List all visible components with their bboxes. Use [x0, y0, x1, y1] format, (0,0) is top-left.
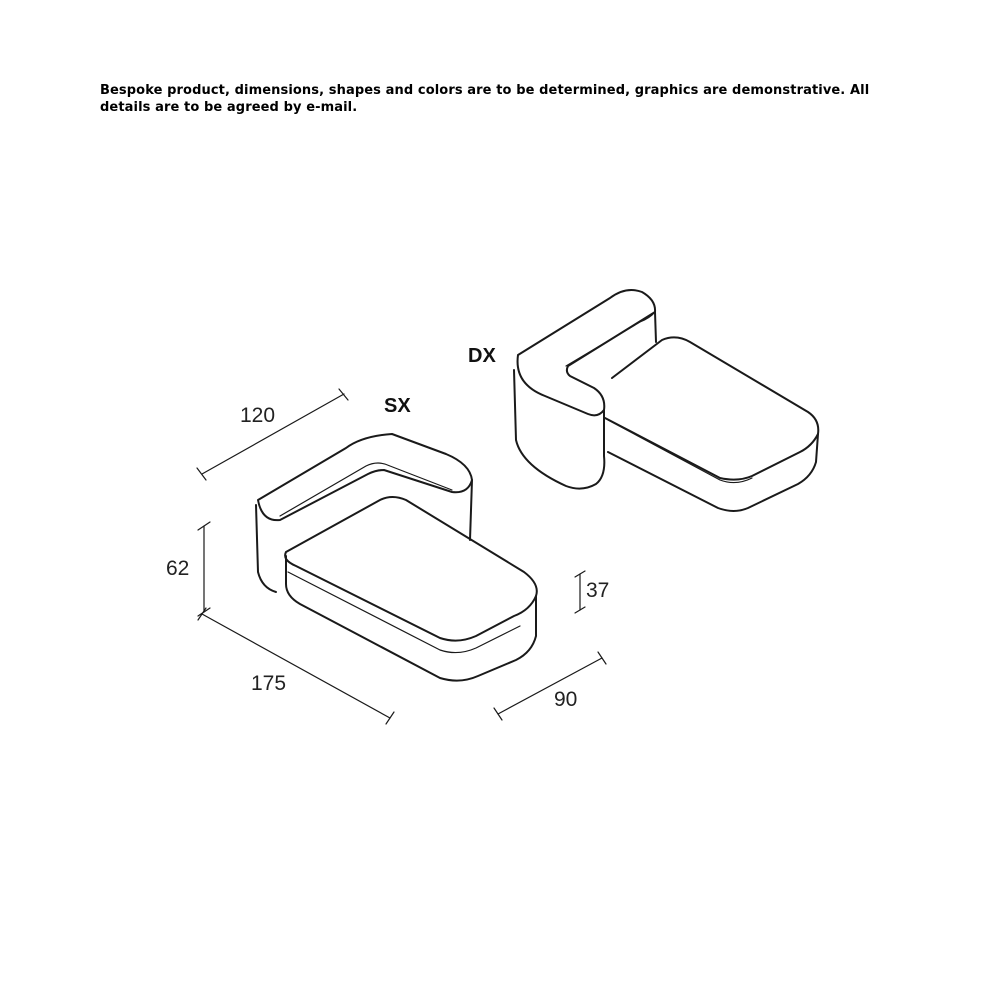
- dimension-120-value: 120: [240, 404, 276, 427]
- dimension-120: [197, 389, 348, 480]
- dx-label: DX: [468, 345, 496, 367]
- dimension-175-value: 175: [251, 672, 287, 695]
- sx-chaise-module: [256, 434, 537, 681]
- dimension-37: [575, 571, 585, 613]
- dimension-62: [198, 522, 210, 616]
- dx-arm-outer: [655, 312, 656, 342]
- dx-chaise-module: [514, 290, 818, 511]
- sx-label: SX: [384, 395, 411, 417]
- dx-backrest-side: [514, 370, 604, 489]
- sx-seat-top: [285, 497, 537, 641]
- sx-arm-end: [470, 480, 472, 540]
- sx-seat-front: [286, 556, 536, 681]
- disclaimer-text: Bespoke product, dimensions, shapes and colors are to be determined, graphics are demonstrative. All details are to be agreed by e-mail.: [100, 83, 870, 115]
- dimension-90-value: 90: [554, 688, 578, 711]
- dx-seat-top: [605, 337, 818, 479]
- dimension-62-value: 62: [166, 557, 190, 580]
- dimension-175: [198, 608, 394, 724]
- sx-backrest-side: [256, 505, 276, 592]
- dx-seat-edge: [608, 420, 752, 483]
- sx-seat-edge: [288, 572, 520, 653]
- dimension-37-value: 37: [586, 579, 610, 602]
- dx-backrest-top: [518, 290, 656, 415]
- dx-seat-front: [608, 434, 818, 511]
